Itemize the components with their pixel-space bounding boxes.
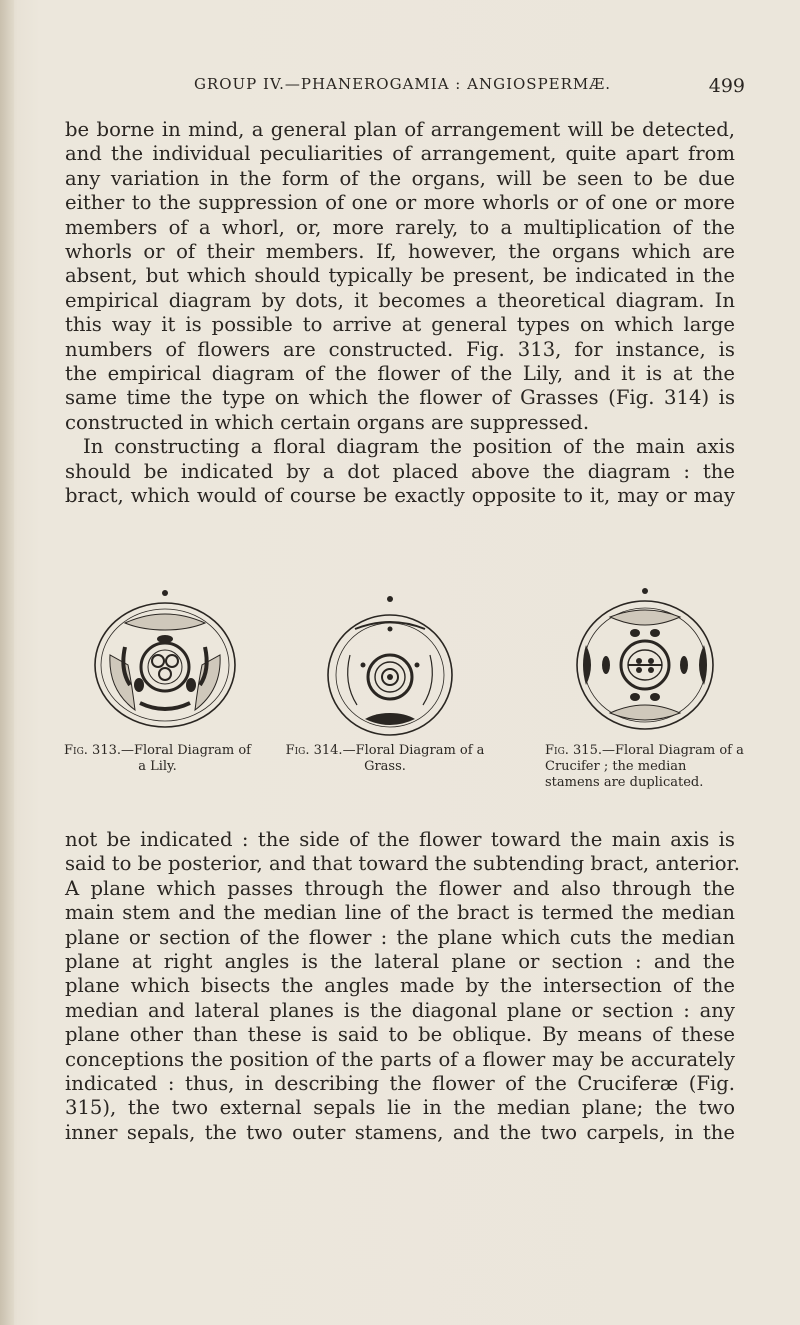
text-line: plane which bisects the angles made by the intersection of the	[65, 974, 735, 998]
figure-315-crucifer-diagram	[560, 585, 730, 735]
figure-313-caption-text: —Floral Diagram of a Lily.	[121, 743, 251, 774]
text-line: empirical diagram by dots, it becomes a theoretical diagram. In	[65, 288, 735, 312]
figure-314-caption	[285, 743, 485, 775]
text-line: indicated : thus, in describing the flower of the Cruciferæ (Fig.	[65, 1072, 735, 1096]
text-line: and the individual peculiarities of arrangement, quite apart from	[65, 142, 735, 166]
figure-315-caption	[545, 743, 745, 791]
text-line: whorls or of their members. If, however, the organs which are	[65, 240, 735, 264]
text-line: bract, which would of course be exactly opposite to it, may or may	[65, 484, 735, 508]
text-line: 315), the two external sepals lie in the median plane; the two	[65, 1096, 735, 1120]
figure-313-caption	[60, 743, 255, 775]
text-line: median and lateral planes is the diagonal plane or section : any	[65, 998, 735, 1022]
figure-313-lily-diagram	[80, 585, 250, 735]
figure-315-label: Fig. 315.	[545, 743, 602, 758]
text-line: numbers of flowers are constructed. Fig. 313, for instance, is	[65, 337, 735, 361]
text-line: any variation in the form of the organs, will be seen to be due	[65, 166, 735, 190]
running-head: GROUP IV.—PHANEROGAMIA : ANGIOSPERMÆ.	[193, 75, 612, 93]
text-line: either to the suppression of one or more whorls or of one or more	[65, 191, 735, 215]
figure-315-caption-text: —Floral Diagram of a Crucifer ; the median stamens are duplicated.	[545, 743, 744, 790]
text-line: constructed in which certain organs are suppressed.	[65, 410, 590, 434]
text-line: main stem and the median line of the bract is termed the median	[65, 901, 735, 925]
text-line: absent, but which should typically be present, be indicated in the	[65, 264, 735, 288]
figure-313-label: Fig. 313.	[64, 743, 121, 758]
text-line: plane at right angles is the lateral plane or section : and the	[65, 950, 735, 974]
text-line: be borne in mind, a general plan of arrangement will be detected,	[65, 118, 735, 141]
page-number: 499	[708, 75, 745, 97]
text-line: In constructing a floral diagram the position of the main axis	[83, 435, 735, 459]
text-line: conceptions the position of the parts of a flower may be accurately	[65, 1047, 735, 1071]
figure-314-caption-text: —Floral Diagram of a Grass.	[342, 743, 485, 774]
paragraph-top	[65, 118, 735, 509]
text-line: this way it is possible to arrive at general types on which large	[65, 313, 735, 337]
page-gutter-shadow	[0, 0, 14, 1325]
figure-314-label: Fig. 314.	[285, 743, 343, 758]
figure-row	[60, 585, 750, 815]
text-line: should be indicated by a dot placed above the diagram : the	[65, 459, 735, 483]
text-line: plane other than these is said to be oblique. By means of these	[65, 1023, 735, 1047]
paragraph-bottom	[65, 828, 740, 1145]
text-line: plane or section of the flower : the plane which cuts the median	[65, 925, 735, 949]
text-line: same time the type on which the flower of Grasses (Fig. 314) is	[65, 386, 735, 410]
text-line: members of a whorl, or, more rarely, to a multiplication of the	[65, 215, 735, 239]
text-line: said to be posterior, and that toward the subtending bract, anterior.	[65, 852, 740, 876]
text-line: not be indicated : the side of the flower toward the main axis is	[65, 828, 735, 851]
text-line: A plane which passes through the flower and also through the	[65, 876, 735, 900]
figure-314-grass-diagram	[315, 593, 465, 743]
page-header	[60, 75, 745, 105]
text-line: inner sepals, the two outer stamens, and the two carpels, in the	[65, 1120, 735, 1144]
text-line: the empirical diagram of the flower of the Lily, and it is at the	[65, 362, 735, 386]
